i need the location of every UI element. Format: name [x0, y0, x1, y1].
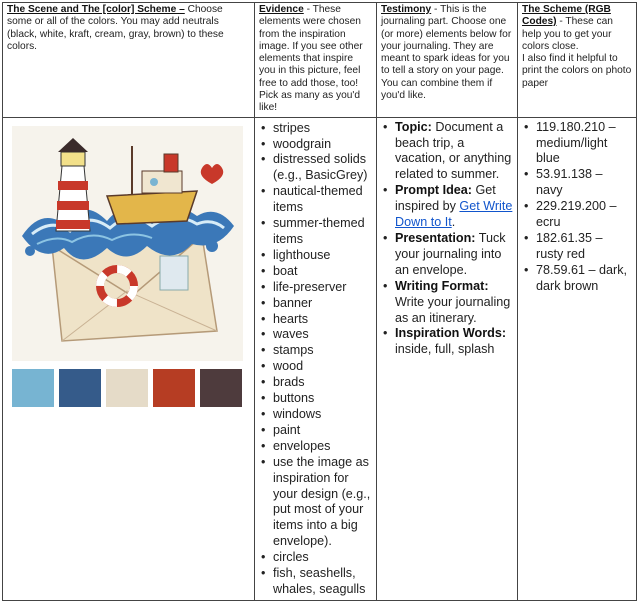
evidence-item: • distressed solids (e.g., BasicGrey) — [273, 152, 372, 184]
evidence-item: • stamps — [273, 343, 372, 359]
get-write-down-link[interactable]: Get Write Down to It — [395, 199, 513, 230]
swatch-5 — [200, 369, 242, 407]
testimony-format: • Writing Format: Write your journaling as an itinerary. — [395, 279, 513, 327]
swatch-4 — [153, 369, 195, 407]
evidence-item: • brads — [273, 375, 372, 391]
evidence-item: • windows — [273, 407, 372, 423]
testimony-presentation: • Presentation: Tuck your journaling into an envelope. — [395, 231, 513, 279]
swatch-1 — [12, 369, 54, 407]
evidence-item: • woodgrain — [273, 137, 372, 153]
testimony-prompt: • Prompt Idea: Get inspired by Get Write Down to It. — [395, 183, 513, 231]
header-row — [3, 3, 637, 118]
testimony-list — [381, 120, 513, 359]
evidence-item: • buttons — [273, 391, 372, 407]
evidence-item: • fish, seashells, whales, seagulls — [273, 566, 372, 598]
evidence-item: • wood — [273, 359, 372, 375]
header-scheme: The Scheme (RGB Codes) - These can help you to get your colors close. I also find it helpful to print the colors on photo paper — [518, 3, 637, 118]
testimony-words: • Inspiration Words: inside, full, splash — [395, 326, 513, 358]
scheme-list — [522, 120, 632, 295]
content-row — [3, 117, 637, 600]
evidence-cell — [255, 117, 377, 600]
evidence-item: • boat — [273, 264, 372, 280]
image-cell — [3, 117, 255, 600]
color-scheme-table — [2, 2, 637, 601]
scheme-item: • 182.61.35 – rusty red — [536, 231, 632, 263]
evidence-item: • use the image as inspiration for your design (e.g., put most of your items into a big envelope). — [273, 455, 372, 550]
scheme-item: • 229.219.200 – ecru — [536, 199, 632, 231]
scheme-cell — [518, 117, 637, 600]
evidence-item: • stripes — [273, 121, 372, 137]
evidence-item: • life-preserver — [273, 280, 372, 296]
header-evidence: Evidence - These elements were chosen from the inspiration image. If you see other elements that inspire you in this picture, feel free to add those, too! Pick as many as you'd like! — [255, 3, 377, 118]
header-testimony: Testimony - This is the journaling part. Choose one (or more) elements below for your journaling. They are meant to spark ideas for you to tell a story on your page. You can combine them if you'd like. — [377, 3, 518, 118]
evidence-list — [259, 121, 372, 598]
evidence-item: • nautical-themed items — [273, 184, 372, 216]
evidence-item: • banner — [273, 296, 372, 312]
testimony-cell — [377, 117, 518, 600]
swatch-3 — [106, 369, 148, 407]
evidence-item: • circles — [273, 550, 372, 566]
testimony-topic: • Topic: Document a beach trip, a vacation, or anything related to summer. — [395, 120, 513, 184]
header-scene: The Scene and The [color] Scheme – Choose some or all of the colors. You may add neutrals (black, white, kraft, cream, gray, brown) to these colors. — [3, 3, 255, 118]
inspiration-image — [12, 126, 243, 361]
scheme-item: • 53.91.138 – navy — [536, 167, 632, 199]
swatch-2 — [59, 369, 101, 407]
evidence-item: • summer-themed items — [273, 216, 372, 248]
scheme-item: • 119.180.210 – medium/light blue — [536, 120, 632, 168]
evidence-item: • lighthouse — [273, 248, 372, 264]
evidence-item: • envelopes — [273, 439, 372, 455]
lighthouse-illustration — [56, 138, 90, 231]
evidence-item: • waves — [273, 327, 372, 343]
evidence-item: • paint — [273, 423, 372, 439]
evidence-item: • hearts — [273, 312, 372, 328]
scheme-item: • 78.59.61 – dark, dark brown — [536, 263, 632, 295]
